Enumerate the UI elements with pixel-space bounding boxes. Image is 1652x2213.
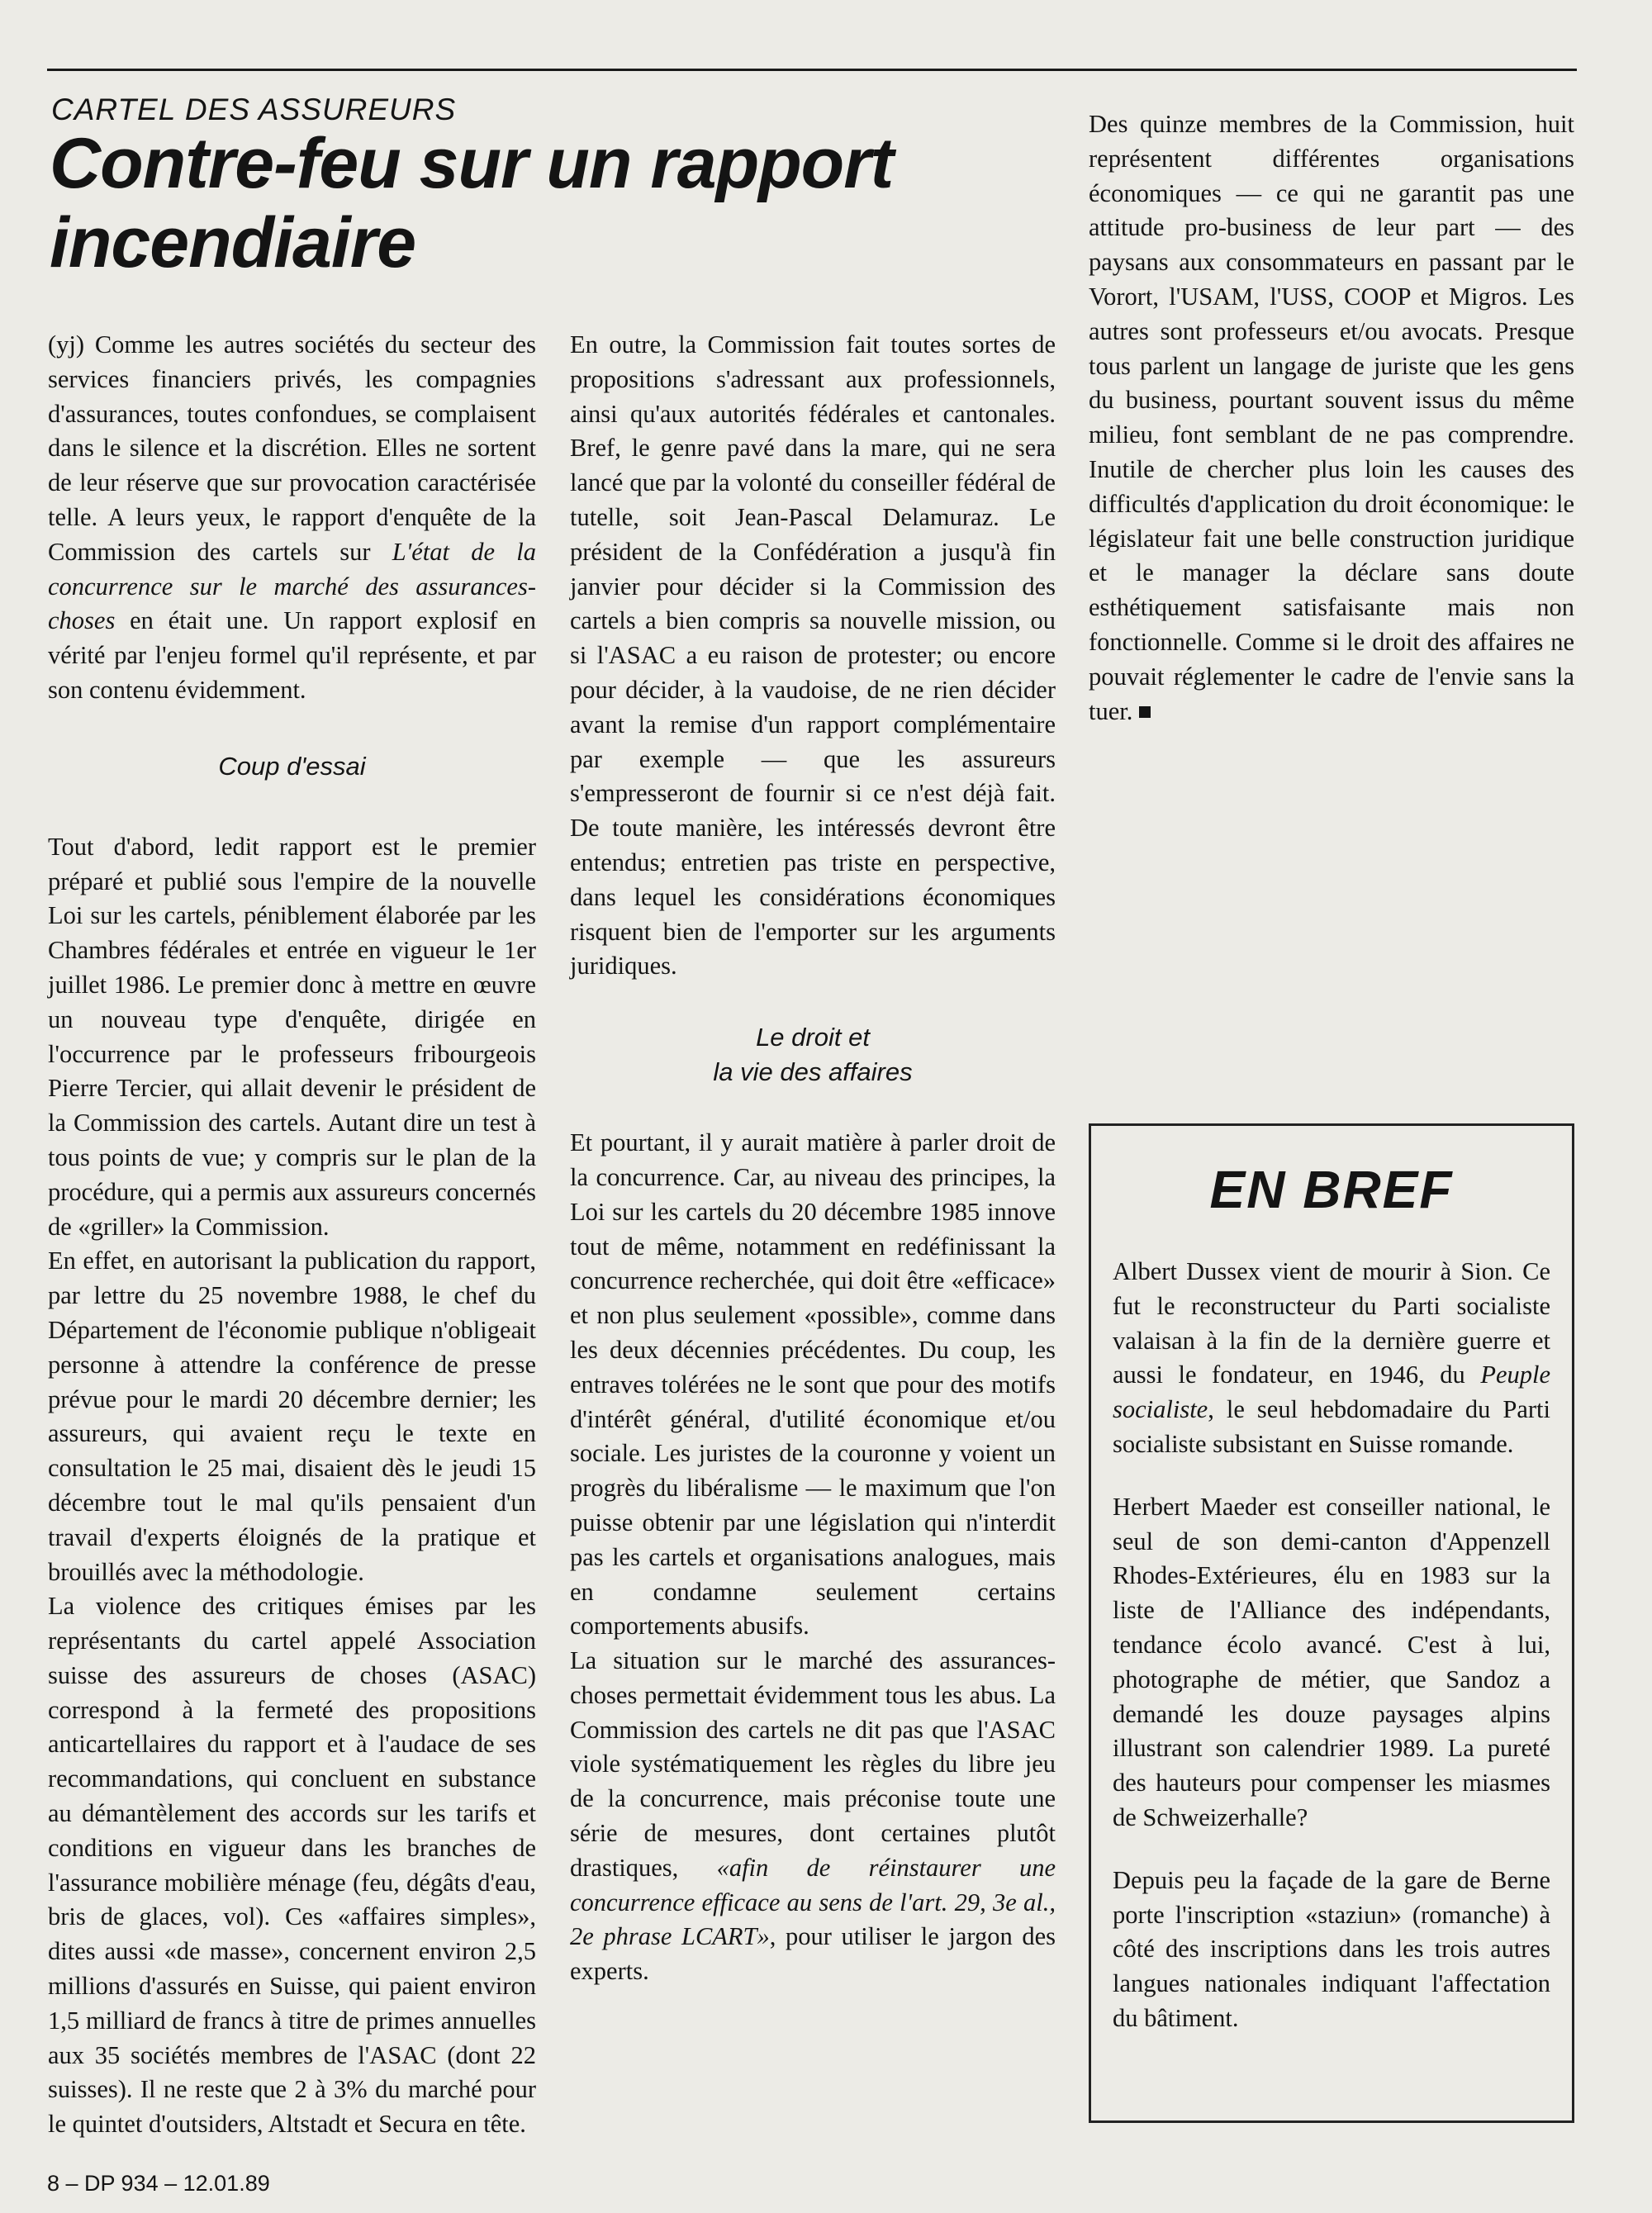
newspaper-title: Peuple socialiste	[1113, 1361, 1550, 1424]
p7-quote: «afin de réinstaurer une concurrence efficace au sens de l'art. 29, 3e al., 2e phrase LCART»	[570, 1853, 1056, 1951]
subhead-coup-d-essai: Coup d'essai	[218, 751, 366, 781]
paragraph-8	[1089, 107, 1574, 729]
page-footer: 8 – DP 934 – 12.01.89	[47, 2171, 270, 2196]
article-column-1	[48, 328, 536, 2142]
article-column-2	[570, 328, 1056, 1989]
end-mark-icon	[1139, 706, 1151, 718]
en-bref-title: EN BREF	[1209, 1160, 1454, 1219]
header-rule	[47, 69, 1577, 71]
article-title: Contre-feu sur un rapport incendiaire	[50, 124, 894, 283]
paragraph-4: La violence des critiques émises par les représentants du cartel appelé Association suisse des assureurs de choses (ASAC) correspond à la fermeté des propositions anticartellaires du rapport et à l'audace de ses recommandations, qui concluent en substance au démantèlement des accords sur les tarifs et conditions en vigueur dans les branches de l'assurance mobilière ménage (feu, dégâts d'eau, bris de glaces, vol). Ces «affaires simples», dites aussi «de masse», concernent environ 2,5 millions d'assurés en Suisse, qui paient environ 1,5 milliard de francs à titre de primes annuelles aux 35 sociétés membres de l'ASAC (dont 22 suisses). Il ne reste que 2 à 3% du marché pour le quintet d'outsiders, Altstadt et Secura en tête.	[48, 1592, 536, 2139]
article-column-3	[1089, 107, 1574, 729]
en-bref-box	[1089, 1123, 1574, 2123]
intro-text-end: en était une. Un rapport explosif en vérité par l'enjeu formel qu'il représente, et par son contenu évidemment.	[48, 606, 536, 704]
paragraph-2: Tout d'abord, ledit rapport est le premier préparé et publié sous l'empire de la nouvelle Loi sur les cartels, péniblement élaborée par les Chambres fédérales et entrée en vigueur le 1er juillet 1986. Le premier donc à mettre en œuvre un nouveau type d'enquête, dirigée en l'occurrence par le professeurs fribourgeois Pierre Tercier, qui allait devenir le président de la Commission des cartels. Autant dire un test à tous points de vue; y compris sur le plan de la procédure, qui a permis aux assureurs concernés de «griller» la Commission.	[48, 832, 536, 1241]
paragraph-6: Et pourtant, il y aurait matière à parler droit de la concurrence. Car, au niveau des principes, la Loi sur les cartels du 20 décembre 1985 innove tout de même, notamment en redéfinissant la concurrence recherchée, qui doit être «efficace» et non plus seulement «possible», comme dans les deux décennies précédentes. Du coup, les entraves tolérées ne le sont que pour des motifs d'intérêt général, d'utilité économique et/ou sociale. Les juristes de la couronne y voient un progrès du libéralisme — le maximum que l'on puisse obtenir par une législation qui n'interdit pas les cartels et organisations analogues, mais en condamne seulement certains comportements abusifs.	[570, 1128, 1056, 1641]
subhead-line-1: Le droit et	[756, 1023, 870, 1052]
paragraph-3: En effet, en autorisant la publication du rapport, par lettre du 25 novembre 1988, le chef du Département de l'économie publique n'obligeait personne à attendre la conférence de presse prévue pour le mardi 20 décembre dernier; les assureurs, qui avaient reçu le texte en consultation le 25 mai, disaient dès le jeudi 15 décembre tout le mal qu'ils pensaient d'un travail d'experts éloignés de la pratique et brouillés avec la méthodologie.	[48, 1247, 536, 1586]
bref-item-1-text: Albert Dussex vient de mourir à Sion. Ce fut le reconstructeur du Parti socialiste valaisan à la fin de la dernière guerre et aussi le fondateur, en 1946, du	[1113, 1257, 1550, 1389]
p7-text-end: , pour utiliser le jargon des experts.	[570, 1922, 1056, 1986]
paragraph-5: En outre, la Commission fait toutes sortes de propositions s'adressant aux professionnels, ainsi qu'aux autorités fédérales et cantonales. Bref, le genre pavé dans la mare, qui ne sera lancé que par la volonté du conseiller fédéral de tutelle, soit Jean-Pascal Delamuraz. Le président de la Confédération a jusqu'à fin janvier pour décider si la Commission des cartels a bien compris sa nouvelle mission, ou si l'ASAC a eu raison de protester; ou encore pour décider, à la vaudoise, de ne rien décider avant la remise d'un rapport complémentaire par exemple — que les assureurs s'empresseront de fournir si ce n'est déjà fait. De toute manière, les intéressés devront être entendus; entretien pas triste en perspective, dans lequel les considérations économiques risquent bien de l'emporter sur les arguments juridiques.	[570, 330, 1056, 981]
intro-text: (yj) Comme les autres sociétés du secteur des services financiers privés, les compagnies d'assurances, toutes confondues, se complaisent dans le silence et la discrétion. Elles ne sortent de leur réserve que sur provocation caractérisée telle. A leurs yeux, le rapport d'enquête de la Commission des cartels sur	[48, 330, 536, 566]
subhead-droit-affaires	[570, 1020, 1056, 1090]
paragraph-7	[570, 1644, 1056, 1989]
report-title: L'état de la concurrence sur le marché des assurances-choses	[48, 537, 537, 635]
bref-item-staziun: Depuis peu la façade de la gare de Berne porte l'inscription «staziun» (romanche) à côté des inscriptions dans les trois autres langues nationales indiquant l'affectation du bâtiment.	[1113, 1865, 1550, 2032]
bref-item-maeder: Herbert Maeder est conseiller national, le seul de son demi-canton d'Appenzell Rhodes-Extérieures, élu en 1983 sur la liste de l'Alliance des indépendants, tendance écolo avancé. C'est à lui, photographe de métier, que Sandoz a demandé les douze paysages alpins illustrant son calendrier 1989. La pureté des hauteurs pour compenser les miasmes de Schweizerhalle?	[1113, 1492, 1550, 1831]
section-kicker: CARTEL DES ASSUREURS	[51, 93, 457, 126]
bref-item-dussex	[1113, 1255, 1550, 1462]
subhead-line-2: la vie des affaires	[713, 1057, 913, 1087]
paragraph-intro	[48, 328, 536, 708]
bref-item-1-end: , le seul hebdomadaire du Parti socialiste subsistant en Suisse romande.	[1113, 1395, 1550, 1458]
p8-text: Des quinze membres de la Commission, huit représentent différentes organisations économiques — ce qui ne garantit pas une attitude pro-business de leur part — des paysans aux consommateurs en passant par le Vorort, l'USAM, l'USS, COOP et Migros. Les autres sont professeurs et/ou avocats. Presque tous parlent un langage de juriste que les gens du business, pourtant souvent issus du même milieu, font semblant de ne pas comprendre. Inutile de chercher plus loin les causes des difficultés d'application du droit économique: le législateur fait une belle construction juridique et le manager la déclare sans doute esthétiquement satisfaisante mais non fonctionnelle. Comme si le droit des affaires ne pouvait réglementer le cadre de l'envie sans la tuer.	[1089, 110, 1574, 725]
p7-text: La situation sur le marché des assurances-choses permettait évidemment tous les abus. La Commission des cartels ne dit pas que l'ASAC viole systématiquement les règles du libre jeu de la concurrence, mais préconise toute une série de mesures, dont certaines plutôt drastiques,	[570, 1646, 1056, 1882]
